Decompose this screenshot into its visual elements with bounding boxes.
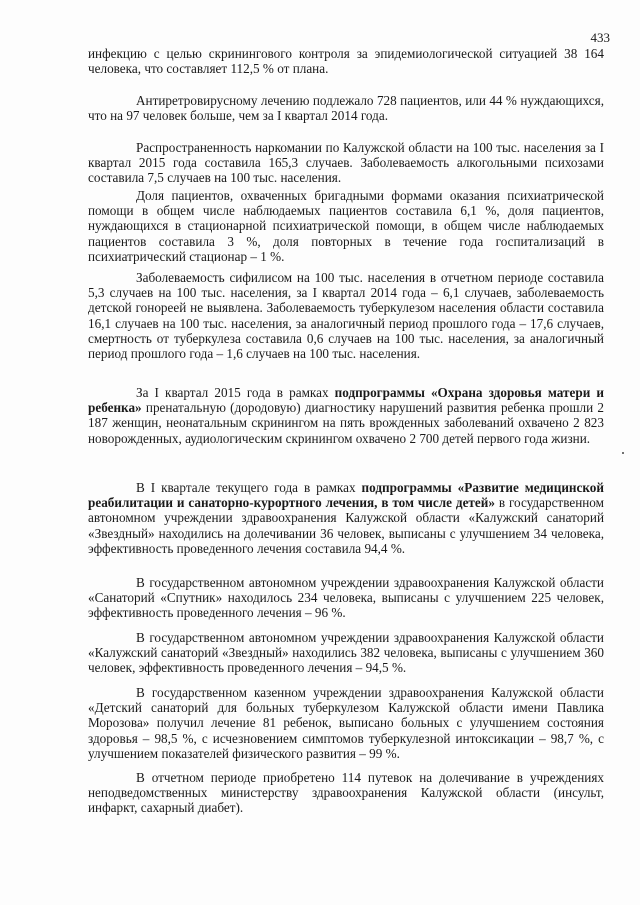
paragraph-text: пренатальную (дородовую) диагностику нарушений развития ребенка прошли 2 187 женщин, неонатальным скринингом на пять врожденных заболеваний охвачено 2 823 новорожденных, аудиологическим скринингом охвачено 2 700 детей первого года жизни. xyxy=(88,400,604,446)
paragraph-maternal-child-health xyxy=(88,385,604,446)
subprogram-title: подпрограммы «Развитие медицинской реабилитации и санаторно-курортного лечения, в том числе детей» xyxy=(88,480,605,511)
paragraph-text: в государственном автономном учреждении здравоохранения Калужской области «Калужский санаторий «Звездный» находились на долечивании 36 человек, выписаны с улучшением 34 человека, эффективность проведенного лечения составила 94,4 %. xyxy=(88,495,604,556)
page-number: 433 xyxy=(590,30,610,45)
subprogram-title: подпрограммы «Охрана здоровья матери и ребенка» xyxy=(88,385,604,416)
paragraph-hiv-screening: инфекцию с целью скринингового контроля за эпидемиологической ситуацией 38 164 человека, что составляет 112,5 % от плана. xyxy=(88,46,604,77)
scan-speck xyxy=(622,452,624,454)
paragraph-syphilis-tuberculosis: Заболеваемость сифилисом на 100 тыс. населения в отчетном периоде составила 5,3 случаев на 100 тыс. населения, за I квартал 2014 года – 6,1 случаев, заболеваемость детской гонореей не выявлена. Заболеваемость туберкулезом населения области составила 16,1 случаев на 100 тыс. населения, за аналогичный период прошлого года – 17,6 случаев, смертность от туберкулеза составила 0,6 случаев на 100 тыс. населения, за аналогичный период прошлого года – 1,6 случаев на 100 тыс. населения. xyxy=(88,270,604,362)
paragraph-rehabilitation xyxy=(88,480,604,556)
paragraph-childrens-sanatorium: В государственном казенном учреждении здравоохранения Калужской области «Детский санаторий для больных туберкулезом Калужской области имени Павлика Морозова» получил лечение 81 ребенок, выписано больных с улучшением состояния здоровья – 98,5 %, с исчезновением симптомов туберкулезной интоксикации – 98,7 %, с улучшением показателей физического развития – 99 %. xyxy=(88,685,604,761)
paragraph-drug-addiction: Распространенность наркомании по Калужской области на 100 тыс. населения за I квартал 2015 года составила 165,3 случаев. Заболеваемость алкогольными психозами составила 7,5 случаев на 100 тыс. населения. xyxy=(88,140,604,186)
paragraph-psychiatric-care: Доля пациентов, охваченных бригадными формами оказания психиатрической помощи в общем числе наблюдаемых пациентов составила 6,1 %, доля пациентов, нуждающихся в стационарной психиатрической помощи, в общем числе наблюдаемых пациентов составила 3 %, доля повторных в течение года госпитализаций в психиатрический стационар – 1 %. xyxy=(88,188,604,264)
paragraph-text: В I квартале текущего года в рамках xyxy=(136,480,362,495)
paragraph-sanatorium-sputnik: В государственном автономном учреждении здравоохранения Калужской области «Санаторий «Спутник» находилось 234 человека, выписаны с улучшением 225 человек, эффективность проведенного лечения – 96 %. xyxy=(88,575,604,621)
paragraph-sanatorium-zvezdny: В государственном автономном учреждении здравоохранения Калужской области «Калужский санаторий «Звездный» находились 382 человека, выписаны с улучшением 360 человек, эффективность проведенного лечения – 94,5 %. xyxy=(88,630,604,676)
paragraph-text: За I квартал 2015 года в рамках xyxy=(136,385,335,400)
paragraph-vouchers: В отчетном периоде приобретено 114 путевок на долечивание в учреждениях неподведомственных министерству здравоохранения Калужской области (инсульт, инфаркт, сахарный диабет). xyxy=(88,770,604,816)
paragraph-antiretroviral-therapy: Антиретровирусному лечению подлежало 728 пациентов, или 44 % нуждающихся, что на 97 человек больше, чем за I квартал 2014 года. xyxy=(88,93,604,124)
